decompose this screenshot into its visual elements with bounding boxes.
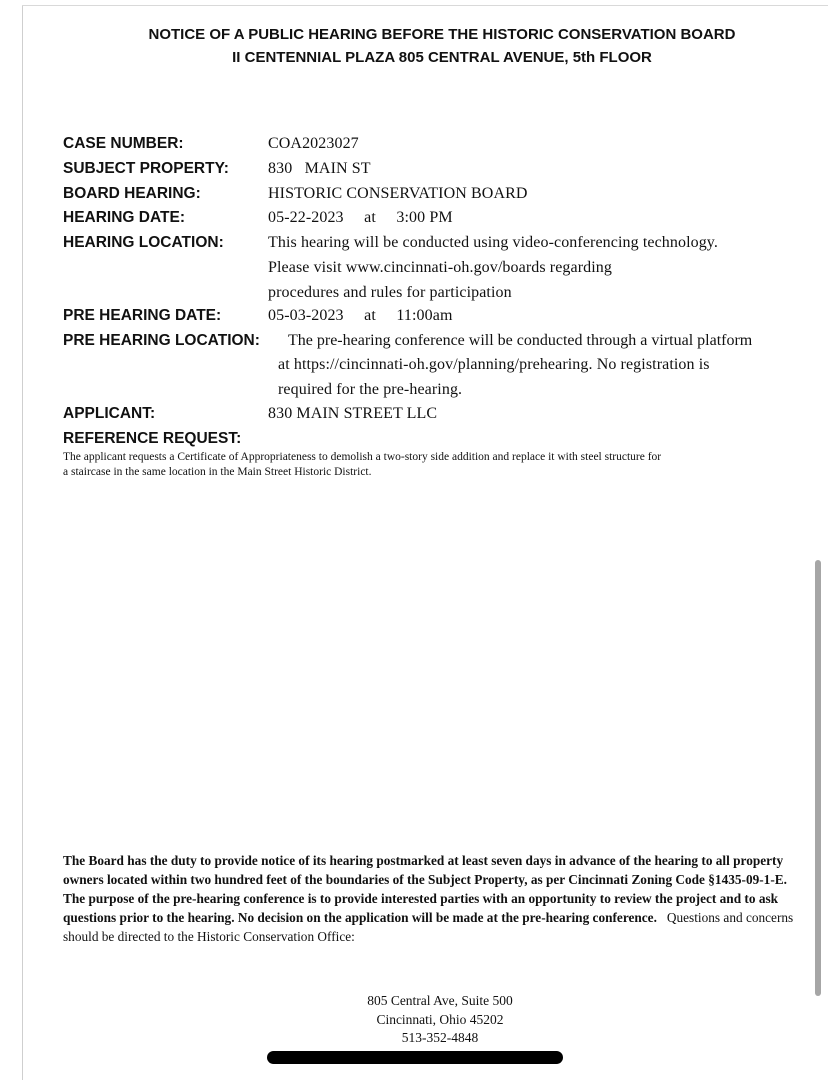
applicant-value: 830 MAIN STREET LLC [268, 405, 438, 422]
pre-hearing-location-line: The pre-hearing conference will be conducted through a virtual platform [288, 332, 753, 349]
notice-title: NOTICE OF A PUBLIC HEARING BEFORE THE HISTORIC CONSERVATION BOARD [148, 26, 736, 43]
pre-hearing-location-line: at https://cincinnati-oh.gov/planning/prehearing. No registration is [278, 356, 710, 373]
pre-hearing-date-value: 05-03-2023 at 11:00am [268, 307, 453, 324]
board-hearing-label: BOARD HEARING: [63, 185, 201, 202]
hearing-date-label: HEARING DATE: [63, 209, 185, 226]
notice-paragraph [63, 851, 798, 946]
office-phone: 513-352-4848 [401, 1030, 479, 1045]
page-top-edge [22, 5, 828, 6]
page-left-edge [22, 5, 23, 1080]
subject-property-value: 830 MAIN ST [268, 160, 371, 177]
hearing-location-line: This hearing will be conducted using video-conferencing technology. [268, 234, 718, 251]
subject-property-label: SUBJECT PROPERTY: [63, 160, 229, 177]
hearing-location-line: Please visit www.cincinnati-oh.gov/boards regarding [268, 259, 612, 276]
case-number-value: COA2023027 [268, 135, 359, 152]
hearing-location-line: procedures and rules for participation [268, 284, 512, 301]
hearing-location-label: HEARING LOCATION: [63, 234, 224, 251]
applicant-label: APPLICANT: [63, 405, 156, 422]
notice-bold-text: The Board has the duty to provide notice of its hearing postmarked at least seven days in advance of the hearing to all property owners located within two hundred feet of the boundaries of the Subject Property, as per Cincinnati Zoning Code §1435-09-1-E. The purpose of the pre-hearing conference is to provide interested parties with an opportunity to review the project and to ask questions prior to the hearing. No decision on the application will be made at the pre-hearing conference. [63, 853, 787, 925]
notice-contact-text: Questions and concerns should be directed to the Historic Conservation Office: [63, 910, 794, 944]
reference-request-line: a staircase in the same location in the Main Street Historic District. [63, 466, 372, 478]
hearing-date-value: 05-22-2023 at 3:00 PM [268, 209, 453, 226]
reference-request-label: REFERENCE REQUEST: [63, 430, 242, 447]
case-number-label: CASE NUMBER: [63, 135, 184, 152]
pre-hearing-date-label: PRE HEARING DATE: [63, 307, 222, 324]
office-address-city: Cincinnati, Ohio 45202 [376, 1012, 504, 1027]
pre-hearing-location-line: required for the pre-hearing. [278, 381, 463, 398]
redaction-bar [267, 1051, 563, 1064]
office-address-street: 805 Central Ave, Suite 500 [367, 993, 513, 1008]
pre-hearing-location-label: PRE HEARING LOCATION: [63, 332, 260, 349]
board-hearing-value: HISTORIC CONSERVATION BOARD [268, 185, 528, 202]
scrollbar-thumb[interactable] [815, 560, 821, 996]
notice-location-line: II CENTENNIAL PLAZA 805 CENTRAL AVENUE, 5th FLOOR [232, 49, 652, 66]
reference-request-line: The applicant requests a Certificate of Appropriateness to demolish a two-story side addition and replace it with steel structure for [63, 451, 662, 463]
